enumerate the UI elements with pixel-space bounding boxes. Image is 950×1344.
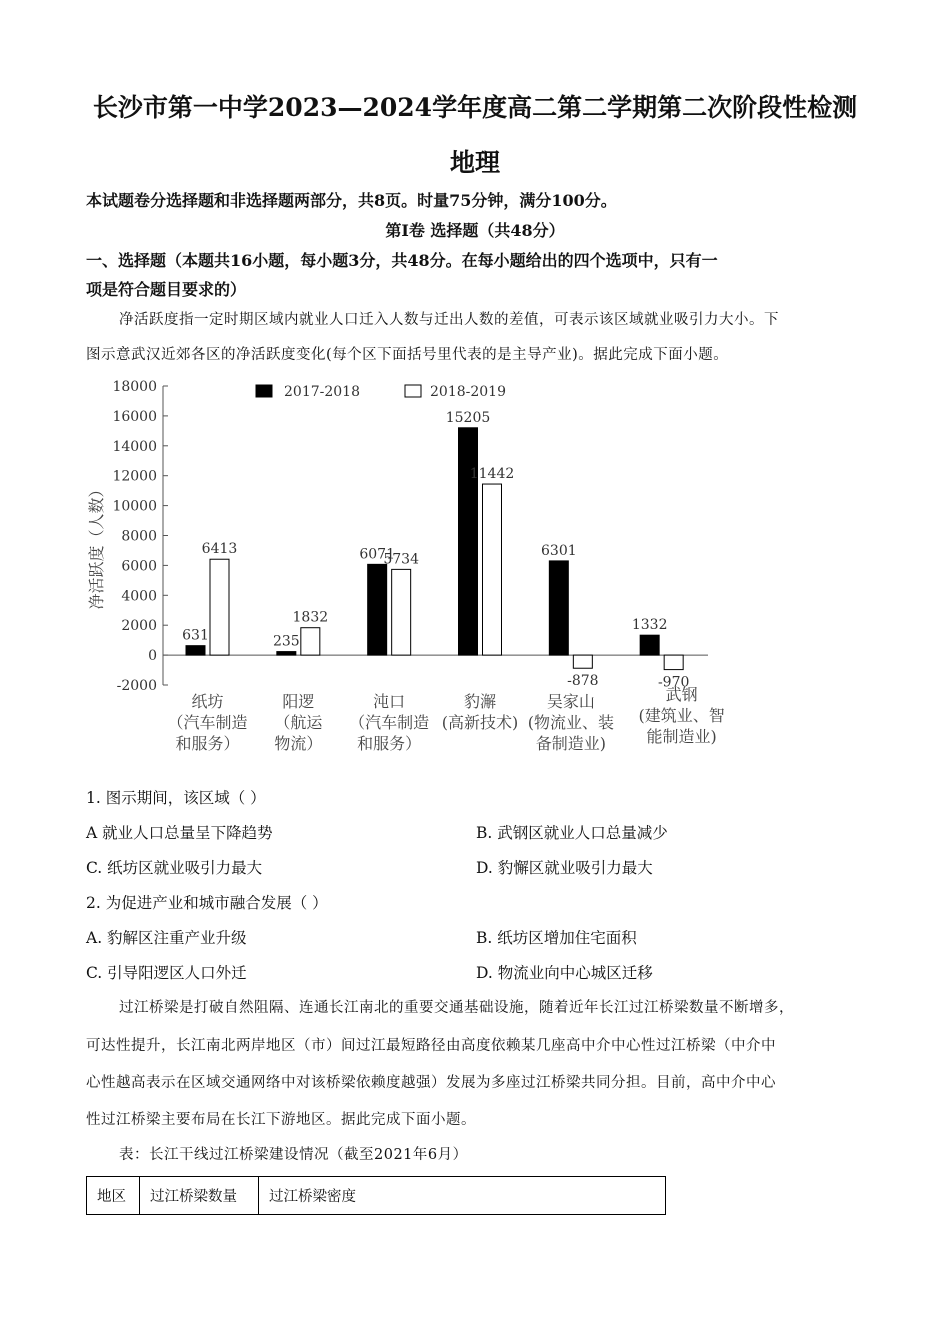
legend-swatch-2018-2019 bbox=[405, 385, 421, 397]
data-label-2018-2019: 6413 bbox=[201, 541, 238, 558]
y-tick-label: -2000 bbox=[116, 678, 157, 694]
y-tick-label: 10000 bbox=[112, 498, 157, 515]
y-tick-label: 0 bbox=[148, 648, 157, 665]
category-label: 和服务） bbox=[357, 734, 422, 753]
q1-option-c[interactable]: C. 纸坊区就业吸引力最大 bbox=[86, 859, 263, 877]
net-activity-bar-chart bbox=[80, 372, 760, 762]
exam-intro: 本试题卷分选择题和非选择题两部分，共8页。时量75分钟，满分100分。 bbox=[86, 191, 617, 210]
bar-2017-2018 bbox=[277, 652, 296, 656]
q1-option-b[interactable]: B. 武钢区就业人口总量减少 bbox=[476, 824, 668, 842]
data-label-2017-2018: 6301 bbox=[541, 542, 577, 559]
data-label-2017-2018: 235 bbox=[272, 633, 300, 650]
passage2-line1: 过江桥梁是打破自然阻隔、连通长江南北的重要交通基础设施，随着近年长江过江桥梁数量不断增多， bbox=[119, 1000, 794, 1016]
section1-heading-line2: 项是符合题目要求的） bbox=[86, 280, 247, 299]
part1-title: 第Ⅰ卷 选择题（共48分） bbox=[385, 221, 565, 240]
bar-2017-2018 bbox=[459, 428, 478, 655]
subject-title: 地理 bbox=[449, 148, 500, 177]
bar-2017-2018 bbox=[640, 635, 659, 655]
category-label: 物流） bbox=[274, 734, 323, 753]
legend-swatch-2017-2018 bbox=[256, 385, 272, 397]
q2-option-c[interactable]: C. 引导阳逻区人口外迁 bbox=[86, 964, 247, 982]
passage2-line4: 性过江桥梁主要布局在长江下游地区。据此完成下面小题。 bbox=[86, 1112, 476, 1128]
q1-option-d[interactable]: D. 豹懈区就业吸引力最大 bbox=[476, 859, 653, 877]
y-tick-label: 4000 bbox=[121, 588, 157, 605]
data-label-2018-2019: -878 bbox=[567, 673, 599, 690]
passage2-line2: 可达性提升，长江南北两岸地区（市）间过江最短路径由高度依赖某几座高中介中心性过江桥梁（中介中 bbox=[86, 1038, 776, 1054]
bar-2017-2018 bbox=[186, 646, 205, 655]
data-label-2017-2018: 6071 bbox=[359, 546, 395, 563]
data-label-2017-2018: 15205 bbox=[445, 409, 491, 426]
y-axis-label: 净活跃度（人数） bbox=[87, 481, 106, 610]
passage1-line2: 图示意武汉近郊各区的净活跃度变化(每个区下面括号里代表的是主导产业)。据此完成下面小题。 bbox=[86, 347, 729, 363]
y-tick-label: 6000 bbox=[121, 558, 157, 575]
category-label: 备制造业) bbox=[535, 734, 606, 753]
category-label: 武钢 bbox=[665, 685, 698, 704]
data-label-2017-2018: 631 bbox=[182, 627, 209, 644]
bar-2018-2019 bbox=[392, 569, 411, 655]
section1-heading-line1: 一、选择题（本题共16小题，每小题3分，共48分。在每小题给出的四个选项中，只有一 bbox=[86, 251, 718, 270]
bar-2018-2019 bbox=[483, 484, 502, 655]
exam-title: 长沙市第一中学2023—2024学年度高二第二学期第二次阶段性检测 bbox=[92, 93, 858, 122]
passage2-line3: 心性越高表示在区域交通网络中对该桥梁依赖度越强）发展为多座过江桥梁共同分担。目前，高中介中心 bbox=[86, 1075, 776, 1091]
q2-option-b[interactable]: B. 纸坊区增加住宅面积 bbox=[476, 929, 637, 947]
data-label-2017-2018: 1332 bbox=[631, 617, 668, 634]
bar-2018-2019 bbox=[573, 655, 592, 668]
table-header-cell: 地区 bbox=[87, 1177, 140, 1215]
y-tick-label: 12000 bbox=[112, 468, 157, 485]
bar-2018-2019 bbox=[664, 655, 683, 670]
y-tick-label: 18000 bbox=[112, 379, 157, 395]
table-caption: 表：长江干线过江桥梁建设情况（截至2021年6月） bbox=[119, 1147, 468, 1163]
bar-2017-2018 bbox=[549, 561, 568, 655]
category-label: 豹澥 bbox=[463, 692, 497, 711]
q1-option-a[interactable]: A 就业人口总量呈下降趋势 bbox=[86, 824, 273, 842]
data-label-2018-2019: 11442 bbox=[469, 466, 515, 483]
category-label: （汽车制造 bbox=[167, 713, 248, 732]
category-label: (高新技术) bbox=[441, 713, 519, 732]
category-label: 吴家山 bbox=[546, 692, 595, 711]
data-label-2018-2019: -970 bbox=[657, 674, 690, 691]
q1-stem: 1. 图示期间，该区域（ ） bbox=[86, 789, 266, 807]
category-label: （航运 bbox=[274, 713, 323, 732]
y-tick-label: 14000 bbox=[112, 438, 157, 455]
q2-stem: 2. 为促进产业和城市融合发展（ ） bbox=[86, 894, 328, 912]
bar-2018-2019 bbox=[210, 559, 229, 655]
bar-2017-2018 bbox=[368, 564, 387, 655]
y-tick-label: 2000 bbox=[121, 618, 157, 635]
category-label: 纸坊 bbox=[191, 692, 224, 711]
passage1-line1: 净活跃度指一定时期区域内就业人口迁入人数与迁出人数的差值，可表示该区域就业吸引力大小。下 bbox=[119, 312, 779, 328]
category-label: (物流业、装 bbox=[527, 713, 614, 732]
category-label: 沌口 bbox=[373, 692, 406, 711]
legend-label-2018-2019: 2018-2019 bbox=[430, 384, 506, 400]
y-tick-label: 8000 bbox=[121, 528, 157, 545]
category-label: 阳逻 bbox=[282, 692, 315, 711]
data-label-2018-2019: 5734 bbox=[383, 551, 419, 568]
q2-option-a[interactable]: A. 豹解区注重产业升级 bbox=[86, 929, 247, 947]
data-label-2018-2019: 1832 bbox=[292, 609, 329, 626]
legend-label-2017-2018: 2017-2018 bbox=[284, 384, 360, 400]
category-label: 和服务） bbox=[175, 734, 240, 753]
category-label: 能制造业) bbox=[646, 727, 717, 746]
y-tick-label: 16000 bbox=[112, 408, 157, 425]
table-header-row bbox=[87, 1177, 666, 1215]
bar-2018-2019 bbox=[301, 628, 320, 655]
table-header-cell: 过江桥梁密度 bbox=[259, 1177, 666, 1215]
category-label: （汽车制造 bbox=[349, 713, 430, 732]
table-header-cell: 过江桥梁数量 bbox=[140, 1177, 259, 1215]
category-label: (建筑业、智 bbox=[638, 706, 725, 725]
bridge-table bbox=[86, 1176, 666, 1215]
q2-option-d[interactable]: D. 物流业向中心城区迁移 bbox=[476, 964, 653, 982]
